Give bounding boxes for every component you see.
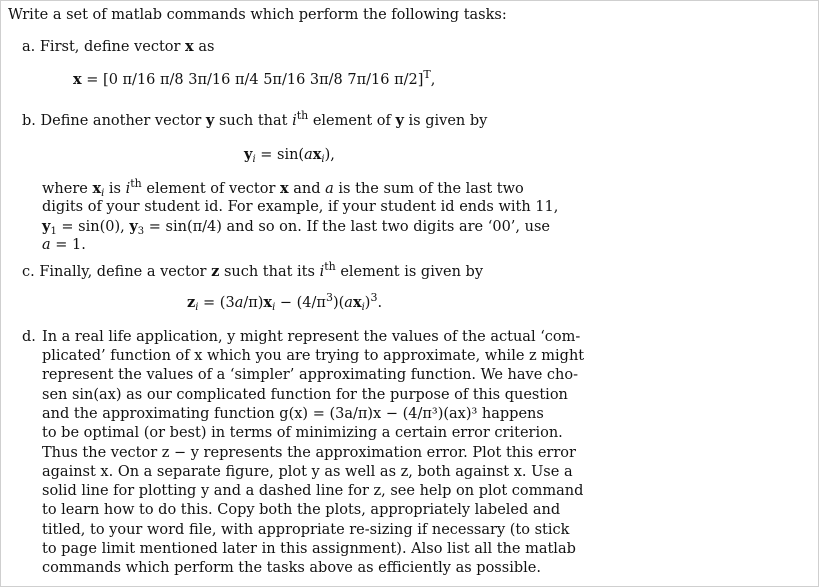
part-c-var-z: z bbox=[211, 263, 220, 280]
part-a-var: x bbox=[185, 38, 194, 55]
para-b-text-c: element of vector bbox=[146, 181, 276, 197]
para-b-where: where bbox=[42, 181, 88, 197]
para-b-sin0: = sin(0), bbox=[56, 219, 125, 235]
part-c-ith-i: i bbox=[319, 264, 325, 280]
eq-x-transpose: T bbox=[423, 68, 431, 81]
para-b-is: is bbox=[108, 181, 122, 197]
eq-z-p3: − (4/π bbox=[275, 295, 326, 311]
eq-z-lhs-sub: i bbox=[195, 302, 199, 313]
eq-z-a1: a bbox=[234, 295, 244, 311]
part-b-ith-i: i bbox=[292, 113, 297, 129]
para-b-y3: y bbox=[129, 218, 138, 235]
eq-z-p2: /π) bbox=[243, 295, 264, 311]
eq-y-x: x bbox=[312, 146, 322, 163]
part-c-text-1: Finally, define a vector bbox=[39, 264, 207, 280]
part-b-text-3: element of bbox=[312, 113, 391, 129]
eq-y-pre: = sin( bbox=[255, 147, 305, 163]
eq-y-lhs: y bbox=[244, 146, 253, 163]
eq-z-x1-sub: i bbox=[272, 302, 276, 313]
part-a-label: a. bbox=[22, 39, 36, 55]
eq-y-post: ), bbox=[324, 147, 335, 163]
eq-z-x2: x bbox=[352, 294, 362, 311]
part-d-line-4: sen sin(ax) as our complicated function for the purpose of this question bbox=[42, 387, 568, 403]
para-b-text-e: is the sum of the last two bbox=[338, 181, 524, 197]
part-c-text-2: such that its bbox=[223, 264, 315, 280]
part-d-line-1: In a real life application, y might represent the values of the actual ‘com- bbox=[42, 329, 581, 345]
para-b-and: and bbox=[293, 181, 321, 197]
eq-x-rhs: [0 π/16 π/8 3π/16 π/4 5π/16 3π/8 7π/16 π/2] bbox=[103, 72, 424, 88]
eq-z-p1: = (3 bbox=[198, 295, 235, 311]
eq-z-p4: )( bbox=[332, 295, 345, 311]
part-b-var-y2: y bbox=[395, 112, 404, 129]
part-c-label: c. bbox=[22, 264, 35, 280]
eq-z-p5: ) bbox=[364, 295, 371, 311]
eq-z-x1: x bbox=[263, 294, 273, 311]
eq-y-lhs-sub: i bbox=[252, 154, 256, 165]
part-c-text-3: element is given by bbox=[340, 264, 484, 280]
part-d-line-11: titled, to your word file, with appropriate re-sizing if necessary (to stick bbox=[42, 522, 570, 538]
part-d-label: d. bbox=[22, 329, 36, 345]
equation-y bbox=[244, 145, 335, 166]
eq-z-cube1: 3 bbox=[325, 291, 333, 304]
part-b-line bbox=[22, 111, 487, 131]
part-b-para-line-4 bbox=[42, 236, 86, 255]
part-d-line-3: represent the values of a ‘simpler’ approximating function. We have cho- bbox=[42, 367, 579, 383]
equation-z bbox=[187, 293, 382, 314]
para-b-y3-sub: 3 bbox=[137, 226, 145, 237]
part-d-line-7: Thus the vector z − y represents the approximation error. Plot this error bbox=[42, 445, 576, 461]
part-c-line bbox=[22, 262, 483, 282]
part-d-line-12: to page limit mentioned later in this assignment). Also list all the matlab bbox=[42, 541, 576, 557]
part-b-para-line-2: digits of your student id. For example, if your student id ends with 11, bbox=[42, 199, 559, 215]
part-b-para-line-3 bbox=[42, 217, 550, 238]
para-b-a: a bbox=[325, 181, 334, 197]
part-b-text-2: such that bbox=[218, 113, 288, 129]
para-b-x-sub: i bbox=[101, 188, 105, 199]
part-d-line-8: against x. On a separate figure, plot y as well as z, both against x. Use a bbox=[42, 464, 573, 480]
para-b-v: x bbox=[280, 180, 289, 197]
part-b-ith-th: th bbox=[296, 109, 309, 122]
eq-z-a2: a bbox=[344, 295, 353, 311]
para-b-eq-1: = 1. bbox=[50, 237, 86, 253]
part-b-text-4: is given by bbox=[408, 113, 488, 129]
eq-z-p6: . bbox=[377, 295, 383, 311]
eq-z-x2-sub: i bbox=[361, 302, 365, 313]
part-d-line-5: and the approximating function g(x) = (3a/π)x − (4/π³)(ax)³ happens bbox=[42, 406, 544, 422]
para-b-y1: y bbox=[42, 218, 51, 235]
para-b-ith-th: th bbox=[130, 177, 142, 190]
part-a-text: First, define vector bbox=[39, 39, 181, 55]
part-a-line bbox=[22, 37, 214, 57]
eq-y-a: a bbox=[304, 147, 313, 163]
intro-text: Write a set of matlab commands which perform the following tasks: bbox=[8, 7, 507, 23]
eq-z-lhs: z bbox=[187, 294, 196, 311]
eq-x-lhs: x bbox=[73, 71, 82, 88]
para-b-ith-i: i bbox=[125, 181, 131, 197]
part-b-var-y: y bbox=[205, 112, 215, 129]
part-b-label: b. bbox=[22, 113, 36, 129]
part-b-text-1: Define another vector bbox=[40, 113, 202, 129]
eq-x-end: , bbox=[430, 72, 436, 88]
para-b-y1-sub: 1 bbox=[50, 226, 57, 237]
part-d-line-13: commands which perform the tasks above as efficiently as possible. bbox=[42, 560, 541, 576]
eq-x-equals: = bbox=[86, 72, 99, 88]
part-c-ith-th: th bbox=[324, 260, 336, 273]
part-d-line-6: to be optimal (or best) in terms of minimizing a certain error criterion. bbox=[42, 425, 563, 441]
equation-x bbox=[73, 70, 435, 90]
para-b-sinpi4: = sin(π/4) and so on. If the last two digits are ‘00’, use bbox=[144, 219, 550, 235]
para-b-x: x bbox=[92, 180, 102, 197]
part-a-tail: as bbox=[198, 39, 215, 55]
eq-y-x-sub: i bbox=[321, 154, 325, 165]
eq-z-cube2: 3 bbox=[370, 291, 378, 304]
para-b-a-eq: a bbox=[42, 237, 51, 253]
part-d-line-10: to learn how to do this. Copy both the plots, appropriately labeled and bbox=[42, 502, 561, 518]
part-d-line-2: plicated’ function of x which you are trying to approximate, while z might bbox=[42, 348, 585, 364]
part-d-line-9: solid line for plotting y and a dashed line for z, see help on plot command bbox=[42, 483, 584, 499]
